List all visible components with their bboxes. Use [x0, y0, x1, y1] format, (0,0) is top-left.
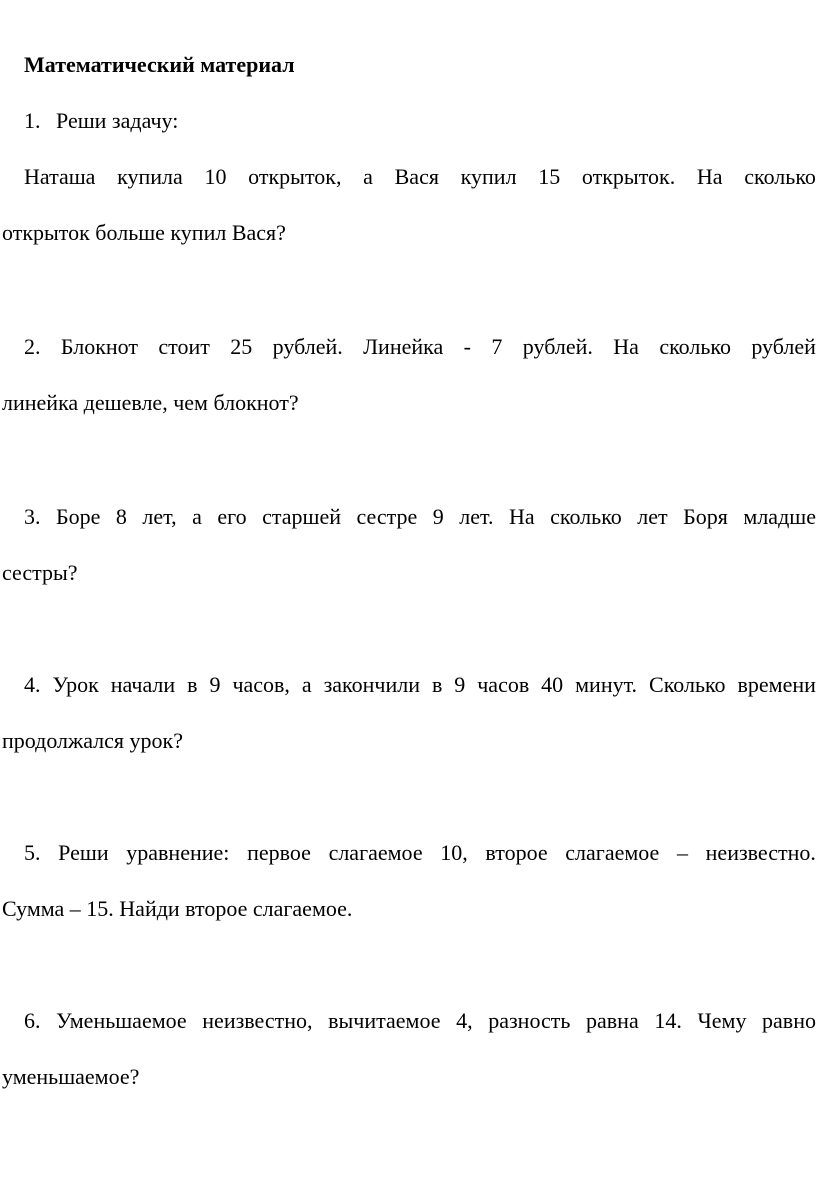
task-6-line-2: уменьшаемое? [2, 1064, 140, 1089]
word: младше [743, 504, 816, 529]
task-1-line-1 [24, 164, 816, 190]
word: стоит [158, 334, 210, 359]
word: купила [117, 164, 183, 189]
word: второе [485, 840, 548, 865]
task-2-line-1 [24, 334, 816, 360]
word: Боря [683, 504, 728, 529]
word: часов, [232, 672, 290, 697]
word: равно [762, 1008, 816, 1033]
word: 10, [440, 840, 468, 865]
word: На [613, 334, 639, 359]
word: рублей. [522, 334, 593, 359]
word: открыток. [581, 164, 676, 189]
word: разность [488, 1008, 571, 1033]
word: начали [110, 672, 176, 697]
word: Сколько [649, 672, 726, 697]
word: сколько [744, 164, 816, 189]
word: рублей. [272, 334, 343, 359]
word: 25 [230, 334, 253, 359]
word: Урок [52, 672, 99, 697]
task-4-line-2: продолжался урок? [2, 728, 183, 753]
word: его [217, 504, 247, 529]
word: 8 [115, 504, 127, 529]
word: 4, [456, 1008, 473, 1033]
word: сколько [659, 334, 731, 359]
task-1-heading-line [24, 108, 178, 134]
task-4-number: 4. [24, 672, 41, 697]
word: рублей [751, 334, 816, 359]
word: неизвестно. [705, 840, 816, 865]
task-2-number: 2. [24, 334, 41, 359]
word: минут. [575, 672, 638, 697]
task-5-line-2: Сумма – 15. Найди второе слагаемое. [2, 896, 353, 921]
word: - [463, 334, 471, 359]
word: лет, [142, 504, 177, 529]
word: Наташа [24, 164, 96, 189]
task-4-line-1 [24, 672, 816, 698]
task-2-line-2: линейка дешевле, чем блокнот? [2, 390, 299, 415]
word: открыток, [248, 164, 342, 189]
task-3-line-1 [24, 504, 816, 530]
task-3-number: 3. [24, 504, 41, 529]
task-6-line-1 [24, 1008, 816, 1034]
word: неизвестно, [202, 1008, 313, 1033]
task-3-line-2: сестры? [2, 560, 78, 585]
word: а [192, 504, 202, 529]
word: – [676, 840, 688, 865]
task-1-line-2: открыток больше купил Вася? [2, 220, 286, 245]
word: закончили [323, 672, 420, 697]
word: Боре [56, 504, 101, 529]
task-5-number: 5. [24, 840, 41, 865]
word: На [508, 504, 535, 529]
word: лет. [459, 504, 494, 529]
word: 9 [454, 672, 466, 697]
word: в [431, 672, 443, 697]
word: 10 [204, 164, 227, 189]
word: вычитаемое [328, 1008, 441, 1033]
word: слагаемое [328, 840, 423, 865]
word: 9 [432, 504, 444, 529]
word: времени [737, 672, 816, 697]
task-1-number: 1. [24, 108, 41, 133]
task-1-heading: Реши задачу: [56, 108, 179, 133]
word: 7 [491, 334, 503, 359]
word: 9 [209, 672, 221, 697]
word: равна [586, 1008, 639, 1033]
word: Линейка [363, 334, 444, 359]
word: а [363, 164, 373, 189]
word: Вася [394, 164, 439, 189]
task-6-number: 6. [24, 1008, 41, 1033]
word: часов [477, 672, 530, 697]
word: На [696, 164, 723, 189]
word: сестре [356, 504, 418, 529]
word: первое [247, 840, 311, 865]
word: Чему [697, 1008, 747, 1033]
word: старшей [262, 504, 342, 529]
word: 40 [541, 672, 564, 697]
word: Реши [58, 840, 109, 865]
word: Уменьшаемое [56, 1008, 187, 1033]
document-title: Математический материал [24, 52, 295, 77]
word: купил [460, 164, 517, 189]
word: 14. [654, 1008, 682, 1033]
word: сколько [550, 504, 622, 529]
word: уравнение: [126, 840, 230, 865]
word: лет [637, 504, 668, 529]
word: Блокнот [60, 334, 138, 359]
word: 15 [538, 164, 561, 189]
word: в [187, 672, 198, 697]
word: слагаемое [565, 840, 660, 865]
task-5-line-1 [24, 840, 816, 866]
word: а [301, 672, 312, 697]
